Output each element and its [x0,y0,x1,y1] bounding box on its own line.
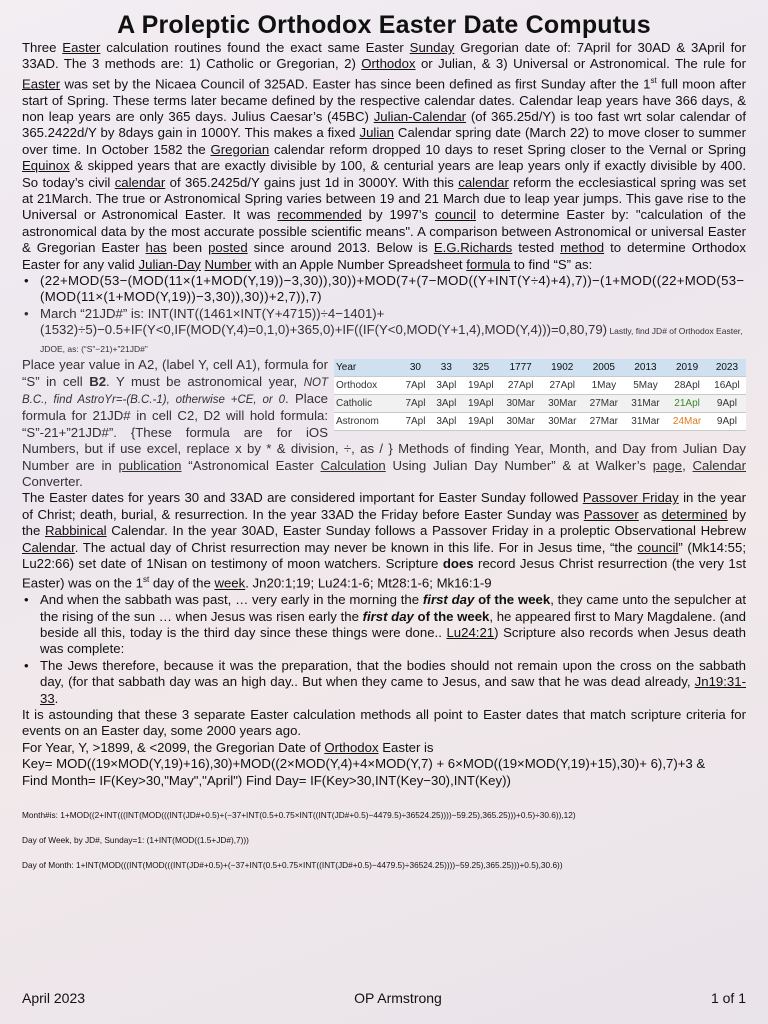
link-council[interactable]: council [434,207,477,223]
table-cell: 1May [583,377,625,395]
table-header-cell: 2019 [666,359,708,377]
table-cell: 28Apl [666,377,708,395]
table-cell: 19Apl [462,377,500,395]
link-lu24-21[interactable]: Lu24:21 [446,625,495,640]
table-cell: 9Apl [708,395,746,413]
link-week[interactable]: week [214,575,246,591]
table-cell: 30Mar [541,413,583,431]
link-formula[interactable]: formula [466,256,511,272]
table-cell: 7Apl [400,377,431,395]
month-formula: Month#is: 1+MOD((2+INT(((INT(MOD(((INT(JD#+0.5)+(−37+INT(0.5+0.75×INT((INT(JD#+0.5)−4479.5)÷36524.25))))−59.25),365.25)))+0.5)÷30.6)),12) [22,810,576,821]
footer-page-number: 1 of 1 [710,990,746,1006]
table-cell: 3Apl [431,413,462,431]
link-equinox[interactable]: Equinox [22,158,70,174]
link-posted[interactable]: posted [208,240,248,256]
scripture-bullet-2: • The Jews therefore, because it was the preparation, that the bodies should not remain upon the cross on the sabbath day, (for that sabbath day was an high day.. But when they came to Jesus, and saw that he was dead already, Jn19:31-33. [22,658,746,707]
table-cell: 9Apl [708,413,746,431]
table-row-label: Astronom [334,413,400,431]
table-row-label: Catholic [334,395,400,413]
link-orthodox-easter[interactable]: Orthodox [324,739,379,755]
table-cell: 31Mar [625,395,667,413]
day-of-month-formula: Day of Month: 1+INT(MOD(((INT(MOD(((INT(JD#+0.5)+(−37+INT(0.5+0.75×INT((INT(JD#+0.5)−4479.5)÷36524.25))))−59.25),365.25)))+0.5),30.6)) [22,860,563,871]
table-cell: 27Mar [583,395,625,413]
link-the-council[interactable]: council [637,539,679,555]
table-cell: 7Apl [400,395,431,413]
link-eg-richards[interactable]: E.G.Richards [433,240,513,256]
link-passover[interactable]: Passover [583,506,639,522]
table-cell: 3Apl [431,395,462,413]
link-orthodox[interactable]: Orthodox [361,56,416,72]
table-cell: 21Apl [666,395,708,413]
table-cell: 30Mar [500,395,542,413]
footer-date: April 2023 [22,990,86,1006]
julian-day-formulas [22,809,746,872]
table-header-cell: 2005 [583,359,625,377]
table-cell: 24Mar [666,413,708,431]
table-cell: 19Apl [462,413,500,431]
table-cell: 30Mar [541,395,583,413]
link-calendar[interactable]: calendar [114,174,166,190]
formula-21jd-bullet: • March “21JD#” is: INT(INT((1461×INT(Y+4715))÷4−1401)+(1532)÷5)−0.5+IF(Y<0,IF(MOD(Y,4)=0,1,0)+365,0)+IF((IF(Y<0,MOD(Y+1,4),MOD(Y,4)))=0,80,79) Lastly, find JD# of Orthodox Easter, JDOE, as: (“S”−21)+”21JD#” [22,306,746,357]
link-calculation[interactable]: Calculation [320,457,386,473]
table-cell: 19Apl [462,395,500,413]
table-header-row [334,359,746,377]
table-header-cell: Year [334,359,400,377]
link-gregorian[interactable]: Gregorian [210,141,270,157]
link-julian-calendar[interactable]: Julian-Calendar [373,109,467,125]
astounding-paragraph: It is astounding that these 3 separate Easter calculation methods all point to Easter dates that match scripture criteria for events on an Easter day, some 2000 years ago. [22,707,746,739]
link-calendar-converter[interactable]: Calendar [692,457,747,473]
table-header-cell: 325 [462,359,500,377]
link-page[interactable]: page [652,457,683,473]
link-sunday[interactable]: Sunday [409,40,455,55]
page-title: A Proleptic Orthodox Easter Date Computus [117,11,651,39]
formula-s-bullet: • (22+MOD(53−(MOD(11×(1+MOD(Y,19))−3,30)),30))+MOD(7+(7−MOD((Y+INT(Y÷4)+4),7))−(1+MOD((22+MOD(53−(MOD(11×(1+MOD(Y,19))−3,30)),30))+2,7)),7) [22,273,746,306]
link-hebrew-calendar[interactable]: Calendar [22,539,75,555]
document-page [22,10,746,884]
table-header-cell: 30 [400,359,431,377]
intro-paragraph: Three Easter calculation routines found the exact same Easter Sunday Gregorian date of: 7April for 30AD & 3April for 33AD. The 3 methods are: 1) Catholic or Gregorian, 2) Orthodox or Julian, & 3) Universal or Astronomical. The rule for Easter was set by the Nicaea Council of 325AD. Easter has since been defined as first Sunday after the 1st full moon after start of Spring. These terms later became defined by the respective calendar dates. Calendar leap years have 366 days, & non leap years are only 365 days. Julius Caesar’s (45BC) Julian-Calendar (of 365.25d/Y) is too fast wrt solar calendar of 365.2422d/Y by 8days gain in 1000Y. This makes a fixed Julian Calendar spring date (March 22) to move closer to summer over time. In October 1582 the Gregorian calendar reform dropped 10 days to reset Spring closer to the Vernal or Spring Equinox & skipped years that are exactly divisible by 100, & centurial years are leap years only if exactly divisible by 400. So today’s civil calendar of 365.2425d/Y gains just 1d in 3000Y. With this calendar reform the ecclesiastical spring was set at 21March. The true or Astronomical Spring varies between 19 and 21 March due to leap year jumps. This gave rise to the Universal or Astronomical Easter. It was recommended by 1997’s council to determine Easter by: "calculation of the astronomical data by the most accurate possible scientific means". A comparison between Astronomical or universal Easter & Gregorian Easter has been posted since around 2013. Below is E.G.Richards tested method to determine Orthodox Easter for any valid Julian-Day Number with an Apple Number Spreadsheet formula to find “S” as: [22,40,746,272]
table-cell: 30Mar [500,413,542,431]
day-of-week-formula: Day of Week, by JD#, Sunday=1: (1+INT(MOD((1.5+JD#),7))) [22,835,249,846]
link-easter-rule[interactable]: Easter [22,76,61,92]
link-jn19-31-33[interactable]: Jn19:31-33 [40,674,746,706]
link-recommended[interactable]: recommended [277,207,362,223]
link-easter[interactable]: Easter [62,40,101,55]
table-cell: 5May [625,377,667,395]
easter-years-paragraph: The Easter dates for years 30 and 33AD are considered important for Easter Sunday followed Passover Friday in the year of Christ; death, burial, & resurrection. In the year 33AD the Friday before Easter Sunday was Passover as determined by the Rabbinical Calendar. In the year 30AD, Easter Sunday follows a Passover Friday in a proleptic Observational Hebrew Calendar. The actual day of Christ resurrection may never be known in this life. For in Jesus time, “the council” (Mk14:55; Lu22:66) set date of 1Nisan on testimony of moon watchers. Scripture does record Jesus Christ resurrection (the very 1st Easter) was on the 1st day of the week. Jn20:1;19; Lu24:1-6; Mt28:1-6; Mk16:1-9 [22,490,747,591]
find-month-day-line: Find Month= IF(Key>30,"May","April") Find Day= IF(Key>30,INT(Key−30),INT(Key)) [22,772,511,788]
table-header-cell: 1777 [500,359,542,377]
table-cell: 16Apl [708,377,746,395]
table-cell: 31Mar [625,413,667,431]
placement-paragraph: Year 30 33 325 1777 1902 2005 2013 2019 2023 Orthodox 7Apl 3Apl 19Apl 27Apl 27Apl 1May 5May 28Apl 16Apl Catholic 7Apl 3Apl 19Apl 30Mar 30Mar 27Mar 31Mar 21Apl 9Apl Astronom 7Apl 3Apl 19Apl 30Mar 30Mar 27Mar 31Mar 24Mar 9Apl Place year value in A2, (label Y, cell A1), formula for “S” in cell B2. Y must be astronomical year, NOT B.C., find AstroYr=-(B.C.-1), otherwise +CE, or 0. Place formula for 21JD# in cell C2, D2 will hold formula: “S”-21+”21JD#”. {These formula are for iOS Numbers, but if use excel, replace x by * & division, ÷, as / } Methods of finding Year, Month, and Day from Julian Day Number are in publication “Astronomical Easter Calculation Using Julian Day Number” & at Walker’s page, Calendar Converter. [22,357,747,489]
table-header-cell: 33 [431,359,462,377]
orthodox-range-line: For Year, Y, >1899, & <2099, the Gregorian Date of Orthodox Easter is [22,739,434,755]
link-has[interactable]: has [145,240,167,256]
table-row-label: Orthodox [334,377,400,395]
table-header-cell: 2023 [708,359,746,377]
link-passover-friday[interactable]: Passover Friday [582,490,679,506]
table-row [334,377,746,395]
table-row [334,395,746,413]
link-calendar-reform[interactable]: calendar [458,174,509,190]
table-header-cell: 1902 [541,359,583,377]
table-cell: 27Apl [541,377,583,395]
link-number[interactable]: Number [204,256,252,272]
link-determined[interactable]: determined [661,506,728,522]
table-cell: 7Apl [400,413,431,431]
footer-author: OP Armstrong [354,990,442,1006]
table-cell: 3Apl [431,377,462,395]
key-formula-line: Key= MOD((19×MOD(Y,19)+16),30)+MOD((2×MOD(Y,4)+4×MOD(Y,7) + 6×MOD((19×MOD(Y,19)+15),30)+ 6),7)+3 & [22,756,706,772]
link-julian-day[interactable]: Julian-Day [138,256,201,272]
link-publication[interactable]: publication [118,457,182,473]
link-julian[interactable]: Julian [359,125,394,141]
table-row [334,413,746,431]
page-footer [22,990,746,1006]
easter-comparison-table [334,359,746,431]
table-cell: 27Mar [583,413,625,431]
table-header-cell: 2013 [625,359,667,377]
scripture-bullet-1: • And when the sabbath was past, … very early in the morning the first day of the week, they came unto the sepulcher at the rising of the sun … when Jesus was risen early the first day of the week, he appeared first to Mary Magdalene. (and beside all this, today is the third day since these things were done.. Lu24:21) Scripture also records when Jesus death was complete: [22,592,746,658]
link-rabbinical[interactable]: Rabbinical [45,523,107,539]
link-method[interactable]: method [560,240,605,256]
table-cell: 27Apl [500,377,542,395]
